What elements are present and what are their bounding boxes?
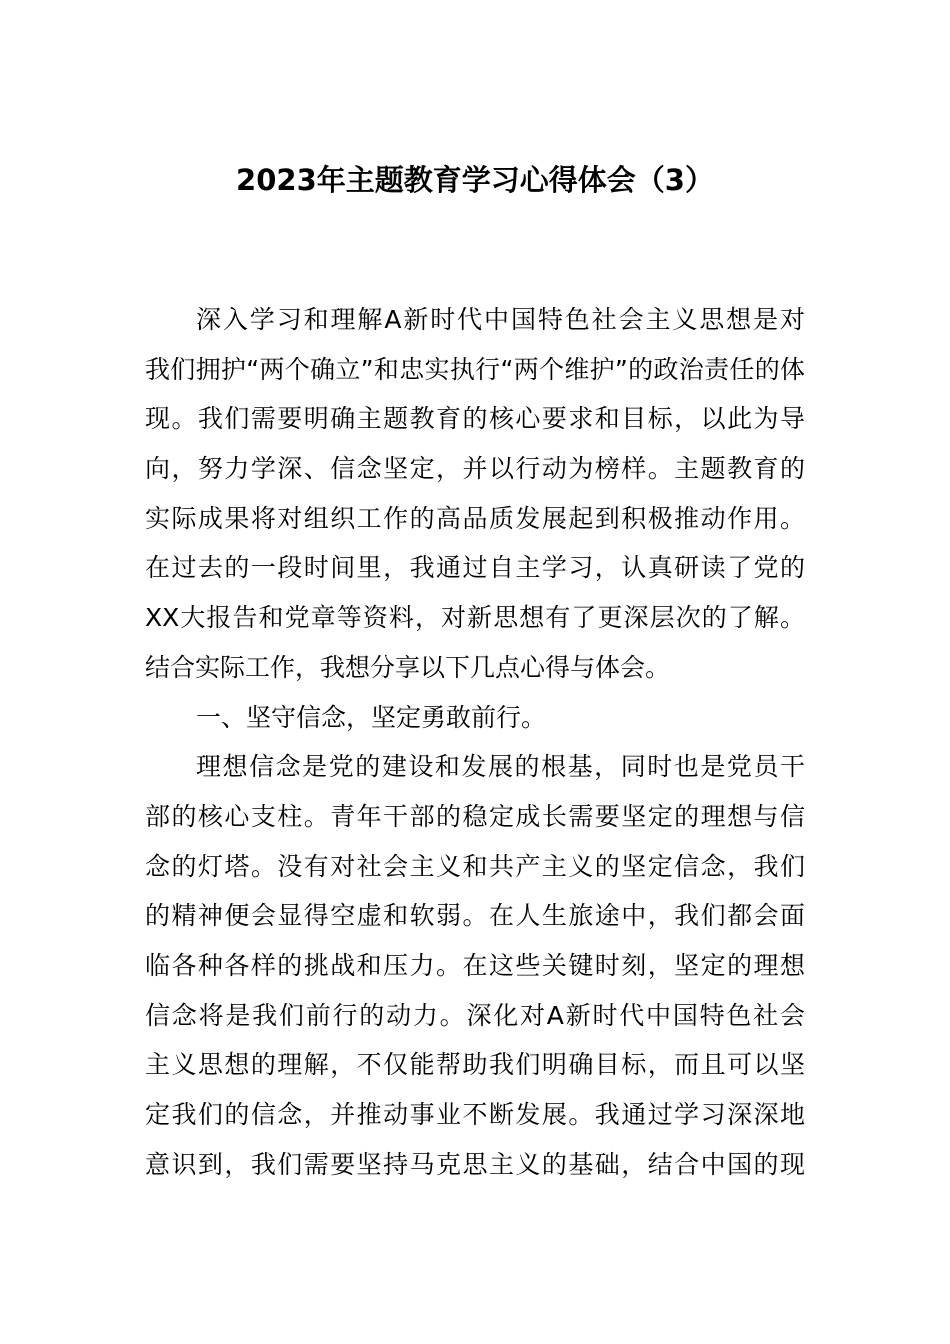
text-line: 我们拥护“两个确立”和忠实执行“两个维护”的政治责任的体 [145,354,805,384]
text-line: 意识到，我们需要坚持马克思主义的基础，结合中国的现 [145,1149,805,1179]
document-body [145,295,805,1189]
text-line: 信念将是我们前行的动力。深化对A新时代中国特色社会 [145,1000,805,1030]
text-line: 实际成果将对组织工作的高品质发展起到积极推动作用。 [145,503,805,533]
text-line: 深入学习和理解A新时代中国特色社会主义思想是对 [196,305,805,334]
text-line: 主义思想的理解，不仅能帮助我们明确目标，而且可以坚 [145,1050,805,1080]
text-line: 向，努力学深、信念坚定，并以行动为榜样。主题教育的 [145,454,805,484]
text-line: 临各种各样的挑战和压力。在这些关键时刻，坚定的理想 [145,950,805,980]
text-line: 结合实际工作，我想分享以下几点心得与体会。 [145,652,671,682]
text-line: 理想信念是党的建设和发展的根基，同时也是党员干 [196,752,805,782]
text-line: 念的灯塔。没有对社会主义和共产主义的坚定信念，我们 [145,851,805,881]
section-heading: 一、坚守信念，坚定勇敢前行。 [196,702,547,732]
text-line: 的精神便会显得空虚和软弱。在人生旅途中，我们都会面 [145,901,805,931]
text-line: XX大报告和党章等资料，对新思想有了更深层次的了解。 [145,603,805,633]
document-title: 2023年主题教育学习心得体会（3） [236,163,714,197]
text-line: 定我们的信念，并推动事业不断发展。我通过学习深深地 [145,1100,805,1129]
text-line: 现。我们需要明确主题教育的核心要求和目标，以此为导 [145,404,805,434]
text-line: 在过去的一段时间里，我通过自主学习，认真研读了党的 [145,553,805,583]
text-line: 部的核心支柱。青年干部的稳定成长需要坚定的理想与信 [145,801,805,831]
